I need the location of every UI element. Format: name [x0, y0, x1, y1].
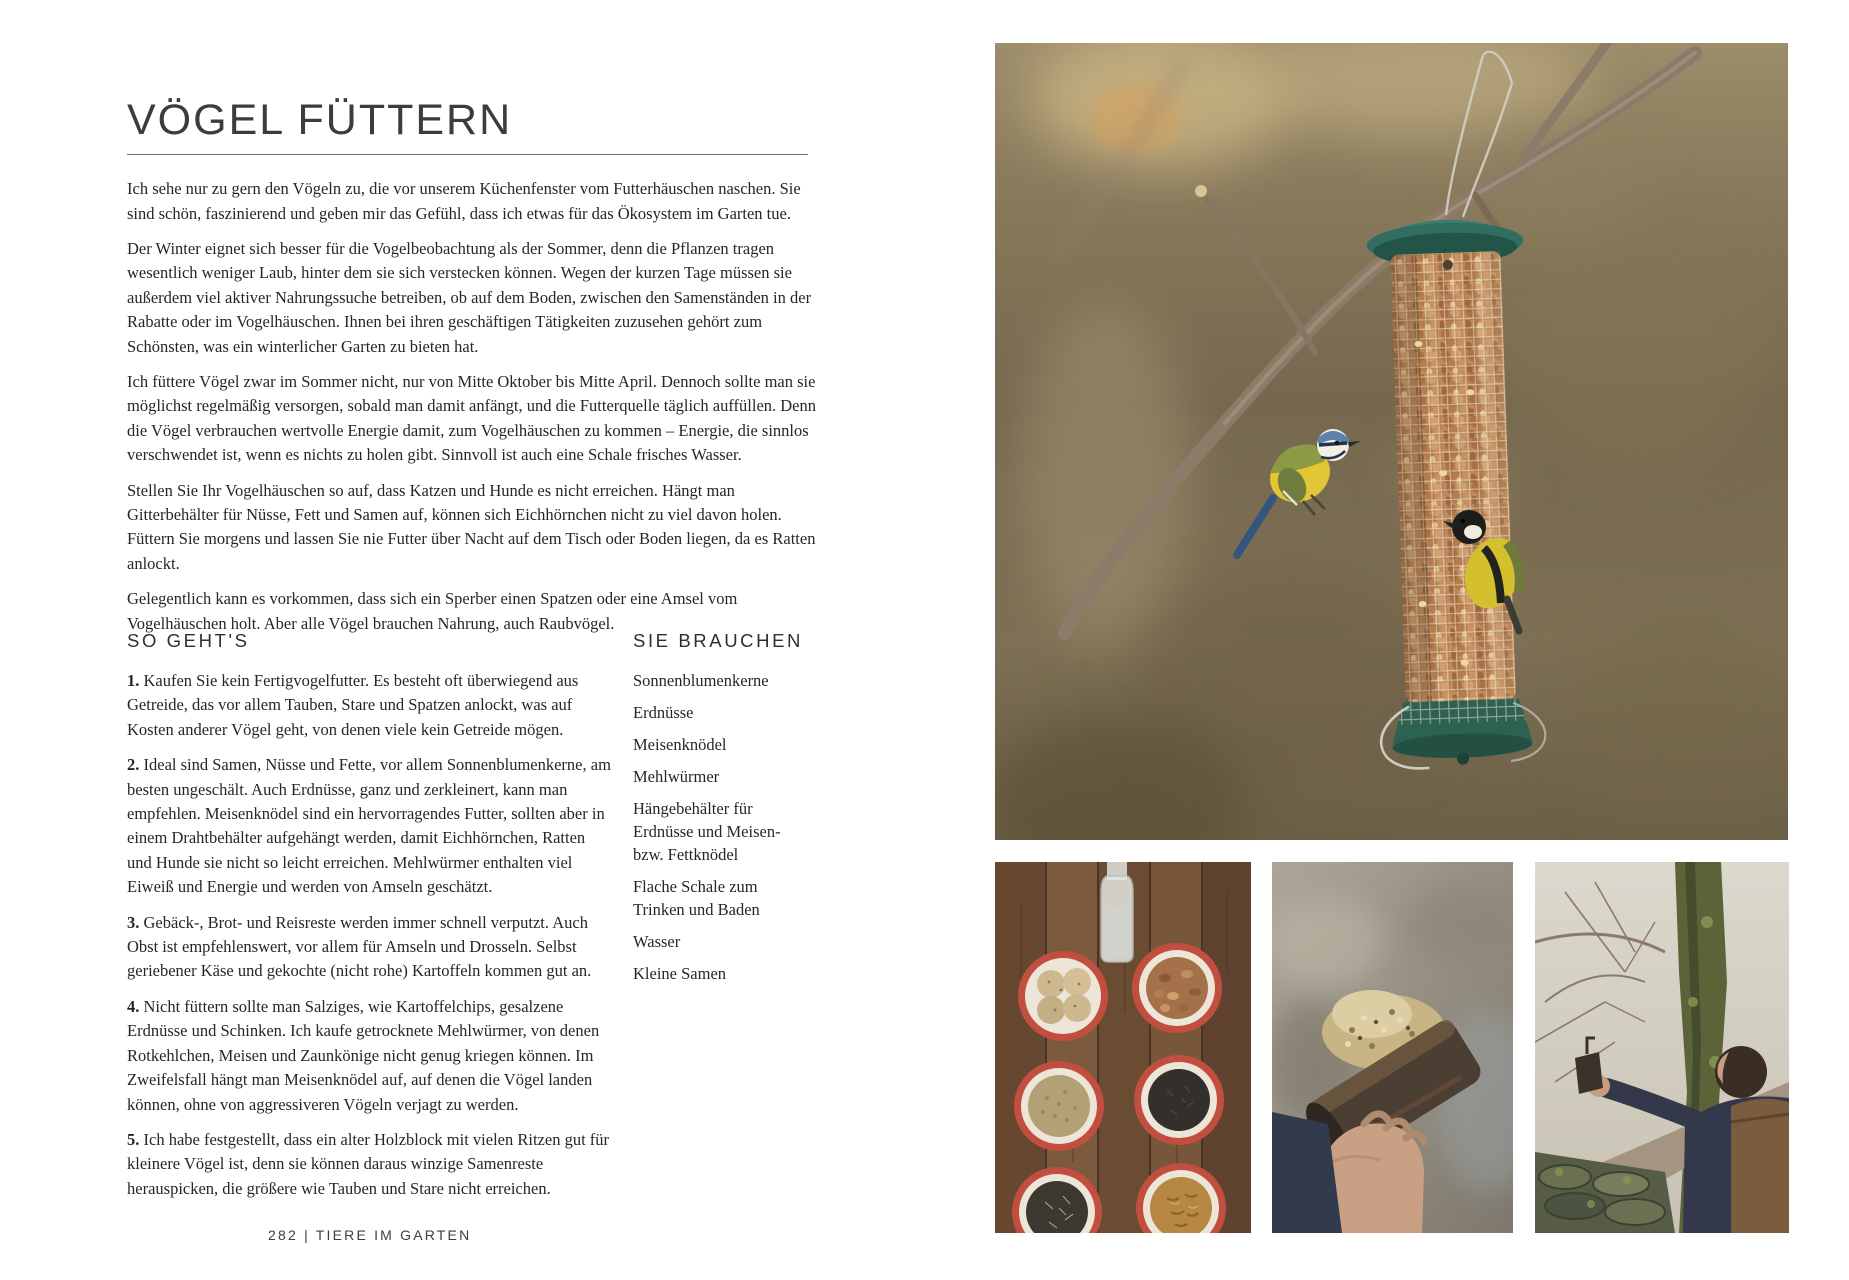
item-number: 4. [127, 996, 140, 1016]
bird-feeder-illustration [995, 43, 1788, 840]
intro-paragraph: Ich sehe nur zu gern den Vögeln zu, die vor unserem Küchenfenster vom Futterhäuschen naschen. Sie sind schön, faszinierend und geben mir das Gefühl, dass ich etwas für das Ökosystem im Garten tue. [127, 179, 801, 223]
you-need-item: Mehlwürmer [633, 767, 720, 786]
glass-bottle [1101, 862, 1133, 962]
you-need-item: Meisenknödel [633, 735, 727, 754]
dark-feeder [1575, 1052, 1603, 1094]
how-to-item [127, 911, 611, 984]
page-footer [268, 1227, 471, 1243]
how-to-item [127, 995, 611, 1117]
article-column [127, 98, 829, 647]
photo-seed-scoop [1272, 862, 1513, 1233]
photo-man-at-wall [1535, 862, 1789, 1233]
bowl-black-seeds [1134, 1055, 1224, 1145]
intro-paragraph: Ich füttere Vögel zwar im Sommer nicht, nur von Mitte Oktober bis Mitte April. Dennoch sollte man sie möglichst regelmäßig versorgen, sobald man damit anfängt, und die Futterquelle täglich auffüllen. Denn die Vögel verbrauchen wertvolle Energie damit, zum Vogelhäuschen zu kommen – Energie, die sinnlos verschwendet ist, wenn es nichts zu holen gibt. Sinnvoll ist auch eine Schale frisches Wasser. [127, 371, 817, 465]
item-number: 5. [127, 1129, 140, 1149]
food-bowls-illustration [995, 862, 1251, 1233]
item-number: 3. [127, 912, 140, 932]
item-number: 2. [127, 755, 140, 775]
item-text: Ideal sind Samen, Nüsse und Fette, vor allem Sonnenblumenkerne, am besten ungeschält. Auch Erdnüsse, ganz und zerkleinert, kann man empfehlen. Meisenknödel sind ein hervorragendes Futter, sollten aber in einem Drahtbehälter aufgehängt werden, damit Eichhörnchen, Ratten und Hunde sie nicht so leicht erreichen. Mehlwürmer enthalten viel Eiweiß und Energie und werden von Amseln geschätzt. [127, 755, 611, 897]
you-need-column [633, 630, 809, 994]
bowl-peanuts [1132, 943, 1222, 1033]
you-need-item: Kleine Samen [633, 964, 727, 983]
item-number: 1. [127, 671, 140, 690]
item-text: Nicht füttern sollte man Salziges, wie Kartoffelchips, gesalzene Erdnüsse und Schinken. Ich kaufe getrocknete Mehlwürmer, von denen Rotkehlchen, Meisen und Zaunkönige nicht genug kriegen können. Im Zweifelsfall hängt man Meisenknödel auf, auf denen die Vögel landen können, ohne von aggressiveren Vögeln verjagt zu werden. [127, 996, 600, 1114]
you-need-item: Flache Schale zum Trinken und Baden [633, 877, 760, 919]
you-need-item: Wasser [633, 932, 681, 951]
intro-paragraph: Stellen Sie Ihr Vogelhäuschen so auf, dass Katzen und Hunde es nicht erreichen. Hängt man Gitterbehälter für Nüsse, Fett und Samen auf, können sich Eichhörnchen nicht zu viel davon holen. Füttern Sie morgens und lassen Sie nie Futter über Nacht auf dem Tisch oder Boden liegen, da es Ratten anlockt. [127, 480, 816, 573]
how-to-item [127, 669, 611, 742]
bowl-pale-seeds [1014, 1061, 1104, 1151]
seed-scoop-illustration [1272, 862, 1513, 1233]
photo-bird-feeder [995, 43, 1788, 840]
footer-divider: | [304, 1227, 310, 1243]
item-text: Gebäck-, Brot- und Reisreste werden immer schnell verputzt. Auch Obst ist empfehlenswert, vor allem für Amseln und Drosseln. Selbst geriebener Käse und gekochte (nicht rohe) Kartoffeln kommen gut an. [127, 912, 592, 981]
intro-paragraph: Der Winter eignet sich besser für die Vogelbeobachtung als der Sommer, denn die Pflanzen tragen wesentlich weniger Laub, hinter dem sie sich verstecken können. Wegen der kurzen Tage müssen sie außerdem viel aktiver Nahrungssuche betreiben, ob auf dem Boden, zwischen den Samenständen in der Rabatte oder im Vogelhäuschen. Ihnen bei ihren geschäftigen Tätigkeiten zuzusehen gehört zum Schönsten, was ein winterlicher Garten zu bieten hat. [127, 238, 812, 356]
you-need-item: Sonnenblumenkerne [633, 671, 769, 690]
intro-paragraph: Gelegentlich kann es vorkommen, dass sich ein Sperber einen Spatzen oder eine Amsel vom Vogelhäuschen holt. Aber alle Vögel brauchen Nahrung, auch Raubvögel. [127, 589, 738, 633]
how-to-item [127, 753, 611, 899]
photo-food-bowls [995, 862, 1251, 1233]
title-rule [127, 154, 808, 155]
man-at-wall-illustration [1535, 862, 1789, 1233]
you-need-item: Erdnüsse [633, 703, 694, 722]
how-to-item [127, 1128, 611, 1201]
item-text: Kaufen Sie kein Fertigvogelfutter. Es besteht oft überwiegend aus Getreide, das vor allem Tauben, Stare und Spatzen anlockt, was auf Kosten anderer Vögel geht, von denen viele kein Getreide mögen. [127, 671, 579, 739]
how-to-heading: SO GEHT'S [127, 630, 250, 651]
bowl-fat-balls [1018, 951, 1108, 1041]
page-title: VÖGEL FÜTTERN [127, 96, 513, 144]
how-to-column [127, 630, 611, 1212]
you-need-heading: SIE BRAUCHEN [633, 630, 803, 651]
you-need-item: Hängebehälter für Erdnüsse und Meisen- bzw. Fettknödel [633, 799, 781, 864]
book-section: TIERE IM GARTEN [315, 1227, 472, 1243]
page-number: 282 [268, 1227, 298, 1243]
item-text: Ich habe festgestellt, dass ein alter Holzblock mit vielen Ritzen gut für kleinere Vögel ist, denn sie können daraus winzige Samenreste herauspicken, die größere wie Tauben und Stare nicht erreichen. [127, 1129, 610, 1198]
